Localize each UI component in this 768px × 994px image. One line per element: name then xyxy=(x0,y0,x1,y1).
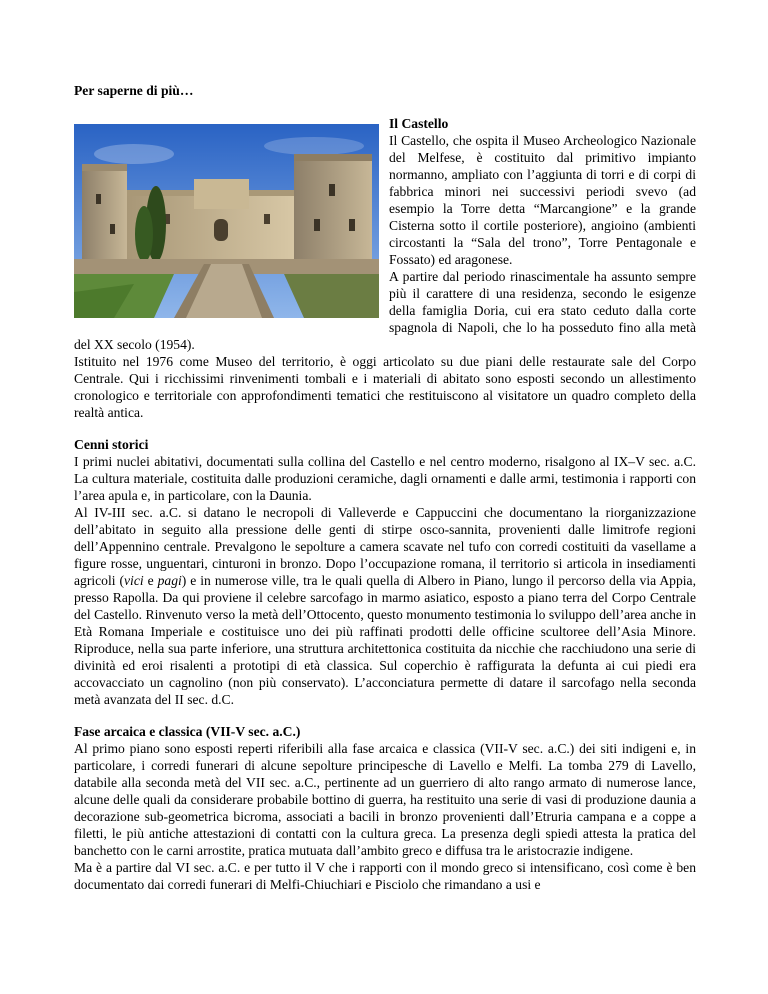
vici-term: vici xyxy=(124,573,144,588)
castello-title: Il Castello xyxy=(389,116,449,131)
castello-paragraph-1: Il Castello, che ospita il Museo Archeologico Nazionale del Melfese, è costituito dal primitivo impianto normanno, ampliato con l’aggiunta di torri e di corpi di fabbrica minori nei successivi periodi svevo (ad esempio la Torre detta “Marcangione” e la grande Cisterna sotto il cortile posteriore), angioino (ambienti circostanti la “Sala del trono”, Torre Pentagonale e Fossato) ed aragonese. xyxy=(389,133,696,267)
section-castello xyxy=(74,115,696,421)
cenni-title: Cenni storici xyxy=(74,437,149,452)
pagi-term: pagi xyxy=(157,573,182,588)
castle-photo xyxy=(74,124,379,318)
section-cenni-storici xyxy=(74,436,696,708)
page-title: Per saperne di più… xyxy=(74,83,194,98)
castello-paragraph-3: Istituito nel 1976 come Museo del territorio, è oggi articolato su due piani delle restaurate sale del Corpo Centrale. Qui i ricchissimi rinvenimenti tombali e i materiali di abitato sono esposti secondo un allestimento cronologico e territoriale con approfondimenti tematici che restituiscono al visitatore un quadro completo della realtà antica. xyxy=(74,354,696,420)
castello-paragraph-2: A partire dal periodo rinascimentale ha assunto sempre più il carattere di una residenza, secondo le esigenze della famiglia Doria, cui era stato ceduto dalla corte spagnola di Napoli, che lo ha posseduto fino alla metà del XX secolo (1954). xyxy=(74,269,696,352)
cenni-paragraph-2 xyxy=(74,504,696,708)
fase-paragraph-1: Al primo piano sono esposti reperti riferibili alla fase arcaica e classica (VII-V sec. a.C.) dei siti indigeni e, in particolare, i corredi funerari di alcune sepolture principesche di Lavello e Melfi. La tomba 279 di Lavello, databile alla seconda metà del VII sec. a.C., pertinente ad un guerriero di alto rango armato di numerose lance, alcune delle quali da considerare probabile bottino di guerra, ha restituito una serie di vasi di produzione daunia a decorazione sub-geometrica bicroma, associati a bacili in bronzo provenienti dall’Etruria campana e a coppe a filetti, le più antiche attestazioni di contatti con la cultura greca. La presenza degli spiedi attesta la pratica del banchetto con le carni arrostite, pratica mutuata dall’ambito greco e diffusa tra le aristocrazie indigene. xyxy=(74,741,696,858)
cenni-p2-part-1: Al IV-III sec. a.C. si datano le necropoli di Valleverde e Cappuccini che documentano la riorganizzazione dell’abitato in seguito alla pressione delle genti di stirpe osco-sannita, provenienti dalle limitrofe regioni dell’Appennino centrale. Prevalgono le sepolture a camera scavate nel tufo con corredi costituiti da vasellame a figure rosse, unguentari, cinturoni in bronzo. Dopo l’occupazione romana, il territorio si articola in insediamenti agricoli ( xyxy=(74,505,696,588)
cenni-p2-part-2: ) e in numerose ville, tra le quali quella di Albero in Piano, lungo il percorso della via Appia, presso Rapolla. Da qui proviene il celebre sarcofago in marmo asiatico, esposto a piano terra del Corpo Centrale del Castello. Rinvenuto verso la metà dell’Ottocento, questo monumento testimonia lo sviluppo dell’area anche in Età Romana Imperiale e costituisce uno dei più raffinati prodotti delle officine scultoree dell’Asia Minore. Riproduce, nella sua parte inferiore, una struttura architettonica costituita da nicchie che racchiudono una serie di divinità ed eroi risalenti a prototipi di età classica. Sul coperchio è raffigurata la defunta ai cui piedi era accovacciato un cagnolino (non più conservato). L’acconciatura permette di datare il sarcofago nella seconda metà avanzata del II sec. d.C. xyxy=(74,573,696,707)
document-page xyxy=(74,82,696,893)
fase-paragraph-2: Ma è a partire dal VI sec. a.C. e per tutto il V che i rapporti con il mondo greco si intensificano, così come è ben documentato dai corredi funerari di Melfi-Chiuchiari e Pisciolo che rimandano a usi e xyxy=(74,860,696,892)
section-fase-arcaica xyxy=(74,723,696,893)
fase-title: Fase arcaica e classica (VII-V sec. a.C.) xyxy=(74,724,301,739)
cenni-paragraph-1: I primi nuclei abitativi, documentati sulla collina del Castello e nel centro moderno, risalgono al IX–V sec. a.C. La cultura materiale, costituita dalle produzioni ceramiche, dagli ornamenti e dalle armi, testimonia i rapporti con l’area apula e, in particolare, con la Daunia. xyxy=(74,454,696,503)
cenni-p2-and: e xyxy=(143,573,158,588)
